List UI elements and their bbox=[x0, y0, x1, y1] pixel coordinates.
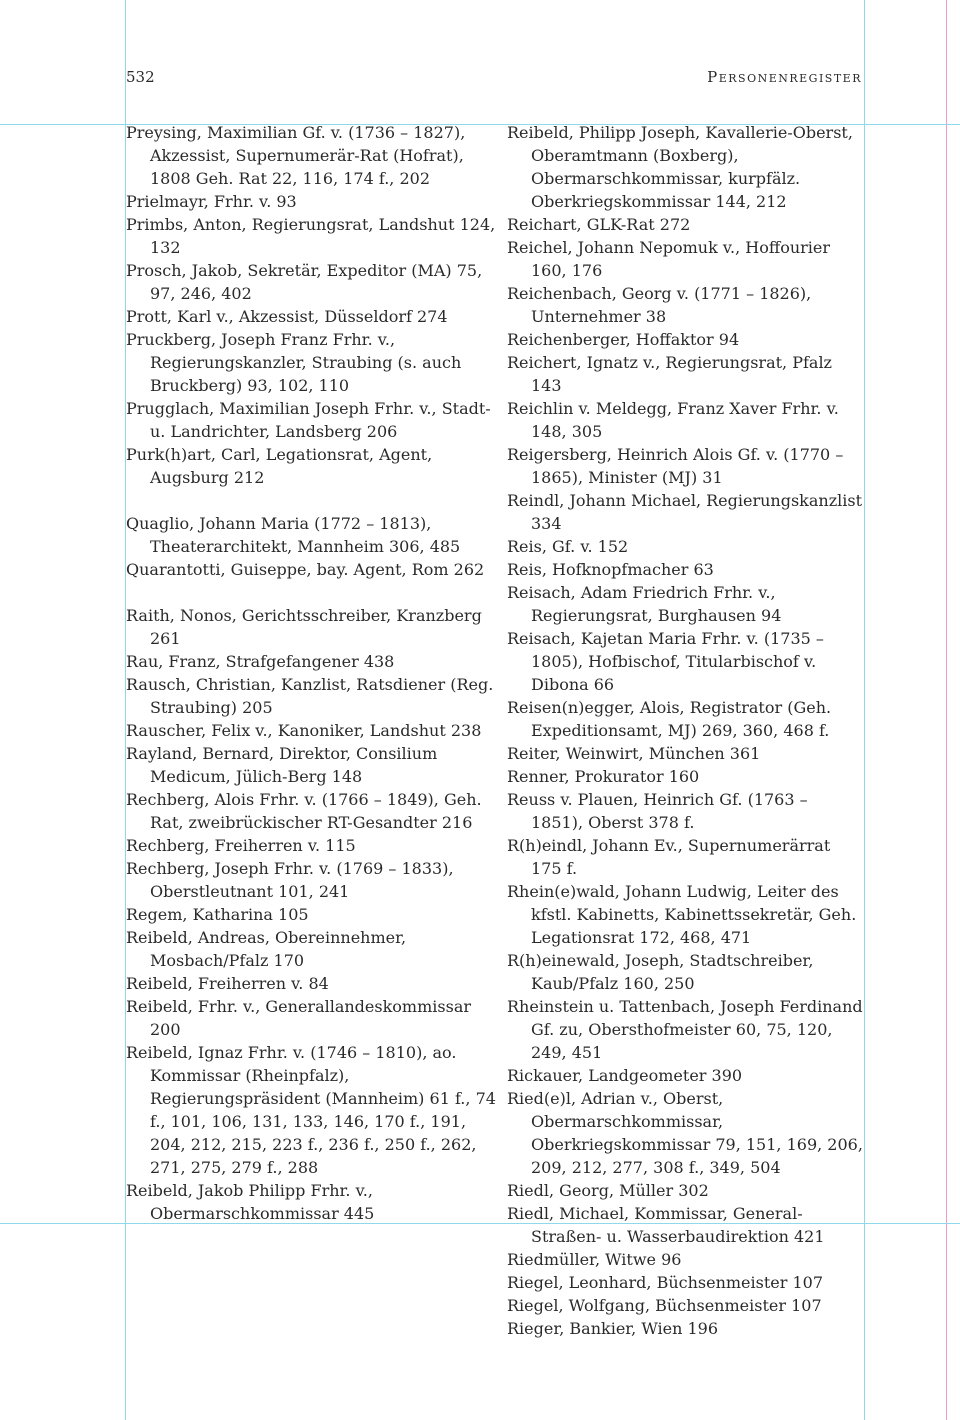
index-entry: Reisach, Adam Friedrich Frhr. v., Regierungsrat, Burghausen 94 bbox=[507, 583, 782, 625]
index-entry: Pruckberg, Joseph Franz Frhr. v., Regierungskanzler, Straubing (s. auch Bruckberg) 93, 102, 110 bbox=[126, 330, 462, 395]
index-entry: Rayland, Bernard, Direktor, Consilium Medicum, Jülich-Berg 148 bbox=[126, 744, 438, 786]
index-entry: Riedl, Michael, Kommissar, General-Straßen- u. Wasserbaudirektion 421 bbox=[507, 1204, 825, 1246]
index-entry: Raith, Nonos, Gerichtsschreiber, Kranzberg 261 bbox=[126, 606, 482, 648]
index-entry: Reuss v. Plauen, Heinrich Gf. (1763 – 1851), Oberst 378 f. bbox=[507, 790, 808, 832]
index-entry: Purk(h)art, Carl, Legationsrat, Agent, Augsburg 212 bbox=[126, 445, 433, 487]
index-entry: Prugglach, Maximilian Joseph Frhr. v., Stadt- u. Landrichter, Landsberg 206 bbox=[126, 399, 491, 441]
index-entry: Riegel, Wolfgang, Büchsenmeister 107 bbox=[507, 1296, 822, 1315]
index-entry: Reichart, GLK-Rat 272 bbox=[507, 215, 691, 234]
index-column-left bbox=[126, 121, 496, 1225]
index-entry: Rausch, Christian, Kanzlist, Ratsdiener (Reg. Straubing) 205 bbox=[126, 675, 494, 717]
index-entry: Rau, Franz, Strafgefangener 438 bbox=[126, 652, 395, 671]
index-entry: Reichenberger, Hoffaktor 94 bbox=[507, 330, 740, 349]
index-entry: Prosch, Jakob, Sekretär, Expeditor (MA) 75, 97, 246, 402 bbox=[126, 261, 483, 303]
index-entry: Renner, Prokurator 160 bbox=[507, 767, 700, 786]
index-column-right bbox=[507, 121, 863, 1340]
index-entry: Prott, Karl v., Akzessist, Düsseldorf 274 bbox=[126, 307, 448, 326]
index-entry: Rechberg, Alois Frhr. v. (1766 – 1849), Geh. Rat, zweibrückischer RT-Gesandter 216 bbox=[126, 790, 482, 832]
index-entry: Riedmüller, Witwe 96 bbox=[507, 1250, 682, 1269]
index-entry: Rechberg, Freiherren v. 115 bbox=[126, 836, 356, 855]
index-entry: Regem, Katharina 105 bbox=[126, 905, 309, 924]
index-entry: Reibeld, Andreas, Obereinnehmer, Mosbach/Pfalz 170 bbox=[126, 928, 407, 970]
page-number: 532 bbox=[126, 68, 155, 86]
letter-group-gap bbox=[126, 489, 496, 512]
index-entry: Reis, Hofknopfmacher 63 bbox=[507, 560, 714, 579]
index-entry: Riedl, Georg, Müller 302 bbox=[507, 1181, 709, 1200]
index-entry: Reibeld, Philipp Joseph, Kavallerie-Oberst, Oberamtmann (Boxberg), Obermarschkommissar, kurpfälz. Oberkriegskommissar 144, 212 bbox=[507, 123, 853, 211]
index-entry: Reindl, Johann Michael, Regierungskanzlist 334 bbox=[507, 491, 863, 533]
margin-guide-right bbox=[864, 0, 865, 1420]
index-entry: Preysing, Maximilian Gf. v. (1736 – 1827), Akzessist, Supernumerär-Rat (Hofrat), 1808 Geh. Rat 22, 116, 174 f., 202 bbox=[126, 123, 466, 188]
index-entry: Reisen(n)egger, Alois, Registrator (Geh. Expeditionsamt, MJ) 269, 360, 468 f. bbox=[507, 698, 832, 740]
index-entry: Reichel, Johann Nepomuk v., Hoffourier 160, 176 bbox=[507, 238, 831, 280]
index-entry: Reibeld, Freiherren v. 84 bbox=[126, 974, 329, 993]
index-entry: Rauscher, Felix v., Kanoniker, Landshut 238 bbox=[126, 721, 482, 740]
index-entry: Rechberg, Joseph Frhr. v. (1769 – 1833), Oberstleutnant 101, 241 bbox=[126, 859, 454, 901]
index-entry: Rieger, Bankier, Wien 196 bbox=[507, 1319, 719, 1338]
index-entry: Primbs, Anton, Regierungsrat, Landshut 124, 132 bbox=[126, 215, 496, 257]
index-entry: Quaglio, Johann Maria (1772 – 1813), Theaterarchitekt, Mannheim 306, 485 bbox=[126, 514, 461, 556]
index-entry: Riegel, Leonhard, Büchsenmeister 107 bbox=[507, 1273, 824, 1292]
letter-group-gap bbox=[126, 581, 496, 604]
index-entry: Reichenbach, Georg v. (1771 – 1826), Unternehmer 38 bbox=[507, 284, 812, 326]
index-entry: R(h)eindl, Johann Ev., Supernumerärrat 175 f. bbox=[507, 836, 831, 878]
index-entry: Prielmayr, Frhr. v. 93 bbox=[126, 192, 297, 211]
index-entry: Reibeld, Frhr. v., Generallandeskommissar 200 bbox=[126, 997, 471, 1039]
index-entry: Quarantotti, Guiseppe, bay. Agent, Rom 262 bbox=[126, 560, 485, 579]
index-entry: Reibeld, Ignaz Frhr. v. (1746 – 1810), ao. Kommissar (Rheinpfalz), Regierungspräsident (Mannheim) 61 f., 74 f., 101, 106, 131, 133, 146, 170 f., 191, 204, 212, 215, 223 f., 236 f., 250 f., 262, 271, 275, 279 f., 288 bbox=[126, 1043, 496, 1177]
index-entry: Ried(e)l, Adrian v., Oberst, Obermarschkommissar, Oberkriegskommissar 79, 151, 169, 206, 209, 212, 277, 308 f., 349, 504 bbox=[507, 1089, 863, 1177]
index-entry: Reibeld, Jakob Philipp Frhr. v., Obermarschkommissar 445 bbox=[126, 1181, 375, 1223]
index-entry: Reis, Gf. v. 152 bbox=[507, 537, 629, 556]
index-entry: Reigersberg, Heinrich Alois Gf. v. (1770 – 1865), Minister (MJ) 31 bbox=[507, 445, 844, 487]
trim-guide-right bbox=[946, 0, 947, 1420]
index-entry: Rheinstein u. Tattenbach, Joseph Ferdinand Gf. zu, Obersthofmeister 60, 75, 120, 249, 451 bbox=[507, 997, 863, 1062]
index-entry: Reisach, Kajetan Maria Frhr. v. (1735 – 1805), Hofbischof, Titularbischof v. Dibona 66 bbox=[507, 629, 824, 694]
running-head: Personenregister bbox=[707, 68, 862, 86]
index-entry: Reiter, Weinwirt, München 361 bbox=[507, 744, 761, 763]
index-entry: Reichert, Ignatz v., Regierungsrat, Pfalz 143 bbox=[507, 353, 832, 395]
index-entry: Rickauer, Landgeometer 390 bbox=[507, 1066, 743, 1085]
index-entry: Reichlin v. Meldegg, Franz Xaver Frhr. v. 148, 305 bbox=[507, 399, 839, 441]
index-entry: R(h)einewald, Joseph, Stadtschreiber, Kaub/Pfalz 160, 250 bbox=[507, 951, 814, 993]
index-entry: Rhein(e)wald, Johann Ludwig, Leiter des kfstl. Kabinetts, Kabinettssekretär, Geh. Legationsrat 172, 468, 471 bbox=[507, 882, 857, 947]
